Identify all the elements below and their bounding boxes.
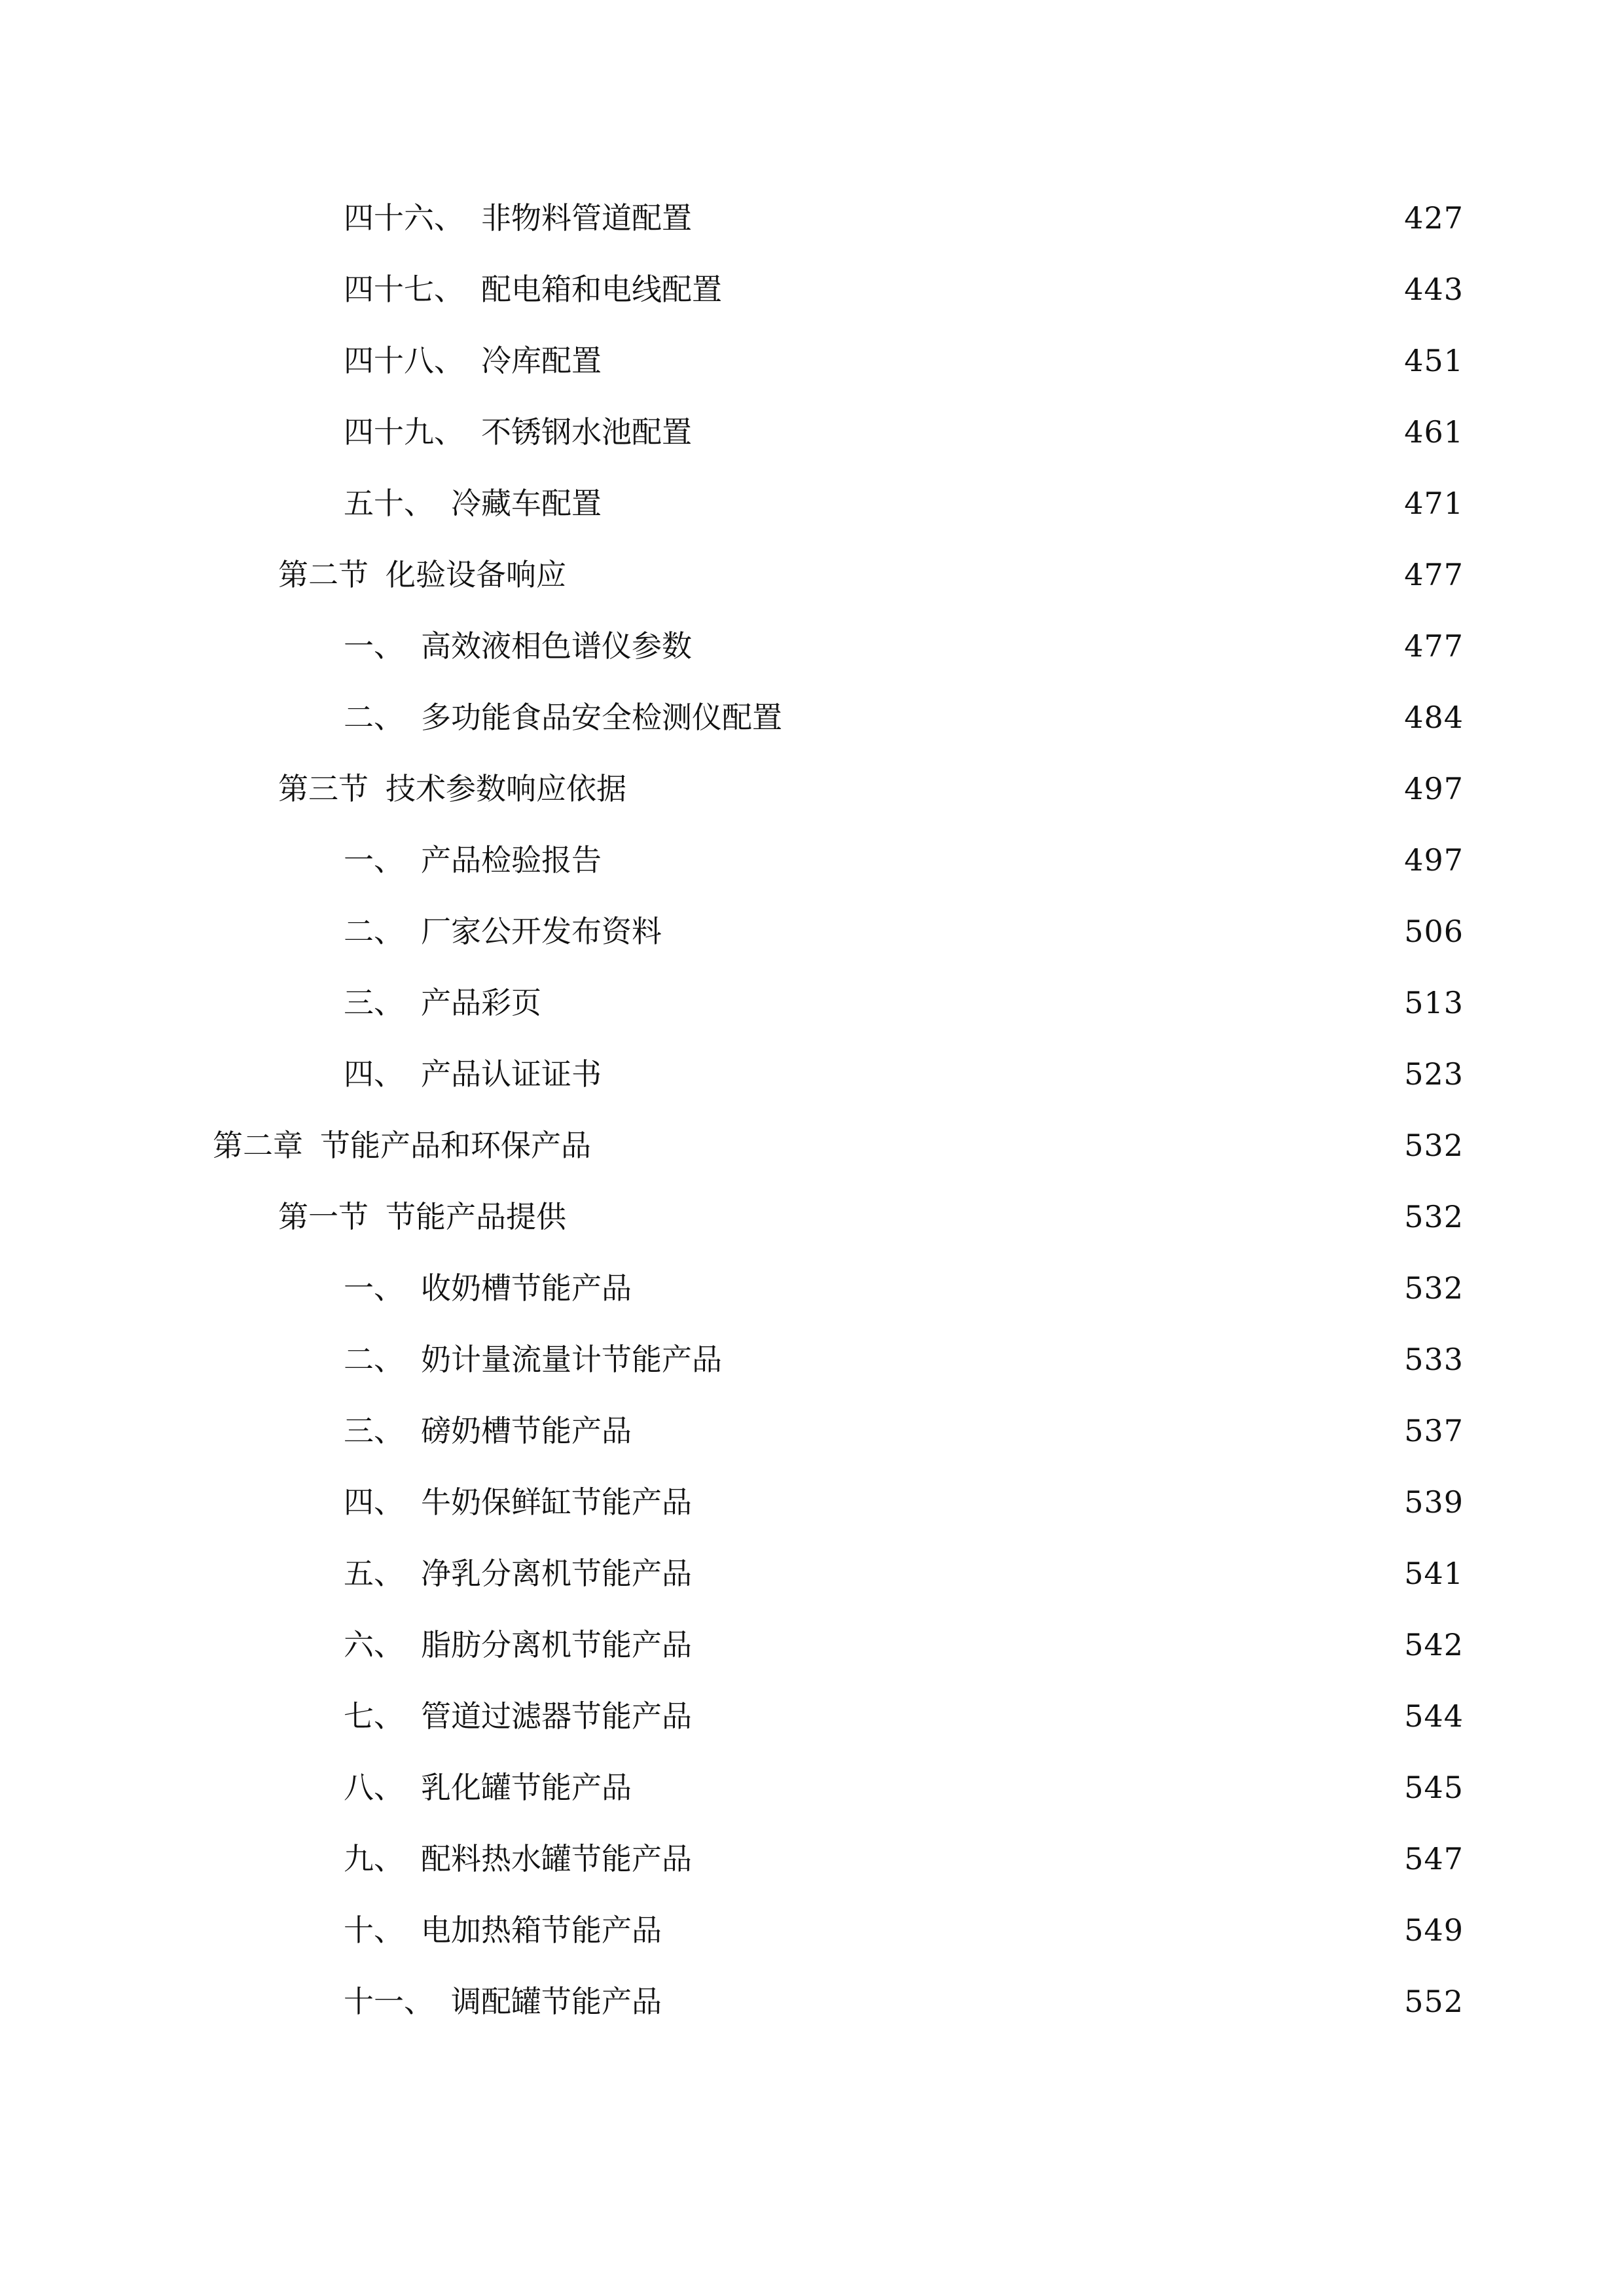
toc-dot-leader <box>700 406 1392 458</box>
toc-entry-title: 产品认证证书 <box>421 1056 602 1092</box>
toc-entry-number: 八、 <box>344 1770 404 1805</box>
toc-entry[interactable] <box>344 834 1464 886</box>
toc-dot-leader <box>640 1761 1392 1814</box>
toc-entry-title: 非物料管道配置 <box>481 200 692 236</box>
toc-page-number: 484 <box>1404 700 1464 735</box>
toc-entry[interactable] <box>344 620 1464 672</box>
toc-dot-leader <box>730 263 1392 315</box>
toc-entry[interactable] <box>344 905 1464 958</box>
toc-dot-leader <box>670 905 1392 958</box>
toc-entry-number: 第一节 <box>278 1199 369 1234</box>
toc-entry[interactable] <box>344 691 1464 744</box>
toc-entry-number: 三、 <box>344 985 404 1020</box>
toc-dot-leader <box>700 1690 1392 1742</box>
toc-entry[interactable] <box>344 1262 1464 1314</box>
toc-entry[interactable] <box>344 1975 1464 2028</box>
toc-entry-title: 不锈钢水池配置 <box>481 414 692 450</box>
toc-entry-number: 一、 <box>344 842 404 878</box>
toc-entry-title: 管道过滤器节能产品 <box>421 1698 692 1734</box>
toc-entry-section[interactable] <box>278 1191 1464 1243</box>
toc-entry-number: 四十八、 <box>344 343 464 378</box>
toc-page-number: 537 <box>1404 1413 1464 1448</box>
toc-dot-leader <box>634 762 1392 815</box>
toc-page-number: 532 <box>1404 1128 1464 1163</box>
toc-entry[interactable] <box>344 1904 1464 1956</box>
toc-entry-number: 第二节 <box>278 557 369 592</box>
toc-entry[interactable] <box>344 1690 1464 1742</box>
toc-page-number: 513 <box>1404 985 1464 1020</box>
toc-entry[interactable] <box>344 1476 1464 1528</box>
toc-dot-leader <box>790 691 1392 744</box>
toc-dot-leader <box>609 477 1392 529</box>
toc-dot-leader <box>640 1405 1392 1457</box>
toc-entry-title: 乳化罐节能产品 <box>421 1770 632 1805</box>
toc-dot-leader <box>700 1619 1392 1671</box>
toc-entry-section[interactable] <box>278 548 1464 601</box>
toc-entry-number: 第二章 <box>213 1128 303 1163</box>
toc-entry-title: 技术参数响应依据 <box>386 771 626 806</box>
toc-entry-number: 四十七、 <box>344 272 464 307</box>
toc-page-number: 532 <box>1404 1199 1464 1234</box>
toc-dot-leader <box>609 334 1392 387</box>
toc-page-number: 532 <box>1404 1270 1464 1306</box>
toc-page-number: 427 <box>1404 200 1464 236</box>
toc-entry-section[interactable] <box>278 762 1464 815</box>
toc-page-number: 477 <box>1404 628 1464 664</box>
toc-page-number: 547 <box>1404 1841 1464 1876</box>
toc-entry[interactable] <box>344 1547 1464 1600</box>
toc-entry-number: 九、 <box>344 1841 404 1876</box>
toc-entry-title: 电加热箱节能产品 <box>421 1912 662 1948</box>
toc-dot-leader <box>700 1547 1392 1600</box>
toc-dot-leader <box>574 1191 1392 1243</box>
toc-entry-title: 高效液相色谱仪参数 <box>421 628 692 664</box>
toc-entry-title: 调配罐节能产品 <box>451 1984 662 2019</box>
toc-entry-title: 配电箱和电线配置 <box>481 272 722 307</box>
toc-page-number: 523 <box>1404 1056 1464 1092</box>
toc-entry-number: 五、 <box>344 1556 404 1591</box>
toc-entry-title: 冷库配置 <box>481 343 602 378</box>
toc-dot-leader <box>700 1476 1392 1528</box>
toc-page-number: 545 <box>1404 1770 1464 1805</box>
toc-entry-number: 二、 <box>344 700 404 735</box>
toc-entry-number: 三、 <box>344 1413 404 1448</box>
toc-entry-number: 一、 <box>344 628 404 664</box>
toc-entry-number: 四十六、 <box>344 200 464 236</box>
toc-page-number: 552 <box>1404 1984 1464 2019</box>
toc-entry-number: 四、 <box>344 1484 404 1520</box>
toc-dot-leader <box>730 1333 1392 1386</box>
toc-dot-leader <box>670 1904 1392 1956</box>
toc-entry-title: 产品彩页 <box>421 985 541 1020</box>
toc-entry-title: 脂肪分离机节能产品 <box>421 1627 692 1662</box>
toc-entry[interactable] <box>344 334 1464 387</box>
toc-dot-leader <box>700 620 1392 672</box>
toc-entry-number: 第三节 <box>278 771 369 806</box>
toc-entry[interactable] <box>344 977 1464 1029</box>
toc-entry-number: 二、 <box>344 1342 404 1377</box>
toc-entry-number: 四、 <box>344 1056 404 1092</box>
toc-page-number: 497 <box>1404 842 1464 878</box>
toc-page-number: 549 <box>1404 1912 1464 1948</box>
toc-page-number: 542 <box>1404 1627 1464 1662</box>
toc-entry-number: 十、 <box>344 1912 404 1948</box>
toc-page-number: 471 <box>1404 486 1464 521</box>
toc-page-number: 506 <box>1404 914 1464 949</box>
toc-page-number: 541 <box>1404 1556 1464 1591</box>
toc-entry[interactable] <box>344 1048 1464 1100</box>
toc-entry[interactable] <box>344 1833 1464 1885</box>
toc-entry-title: 多功能食品安全检测仪配置 <box>421 700 782 735</box>
toc-dot-leader <box>609 834 1392 886</box>
toc-dot-leader <box>599 1119 1392 1172</box>
toc-dot-leader <box>609 1048 1392 1100</box>
toc-entry-title: 节能产品提供 <box>386 1199 566 1234</box>
toc-entry[interactable] <box>344 477 1464 529</box>
toc-page-number: 544 <box>1404 1698 1464 1734</box>
toc-entry-number: 十一、 <box>344 1984 434 2019</box>
toc-entry-title: 收奶槽节能产品 <box>421 1270 632 1306</box>
toc-entry-title: 化验设备响应 <box>386 557 566 592</box>
toc-dot-leader <box>700 192 1392 244</box>
toc-page-number: 461 <box>1404 414 1464 450</box>
toc-entry[interactable] <box>344 1333 1464 1386</box>
toc-entry[interactable] <box>344 192 1464 244</box>
toc-entry-number: 五十、 <box>344 486 434 521</box>
toc-entry-title: 配料热水罐节能产品 <box>421 1841 692 1876</box>
toc-entry[interactable] <box>344 1405 1464 1457</box>
toc-page-number: 533 <box>1404 1342 1464 1377</box>
toc-page-number: 477 <box>1404 557 1464 592</box>
toc-page-number: 539 <box>1404 1484 1464 1520</box>
toc-entry-title: 产品检验报告 <box>421 842 602 878</box>
toc-entry[interactable] <box>344 406 1464 458</box>
toc-entry-title: 厂家公开发布资料 <box>421 914 662 949</box>
toc-entry-title: 牛奶保鲜缸节能产品 <box>421 1484 692 1520</box>
toc-dot-leader <box>670 1975 1392 2028</box>
toc-entry-chapter[interactable] <box>213 1119 1464 1172</box>
toc-entry-title: 冷藏车配置 <box>451 486 602 521</box>
toc-page-number: 497 <box>1404 771 1464 806</box>
toc-entry-title: 节能产品和环保产品 <box>320 1128 591 1163</box>
toc-entry-number: 四十九、 <box>344 414 464 450</box>
toc-entry-number: 七、 <box>344 1698 404 1734</box>
toc-entry[interactable] <box>344 1761 1464 1814</box>
toc-dot-leader <box>574 548 1392 601</box>
toc-entry[interactable] <box>344 1619 1464 1671</box>
toc-dot-leader <box>700 1833 1392 1885</box>
toc-page-number: 443 <box>1404 272 1464 307</box>
toc-entry-title: 磅奶槽节能产品 <box>421 1413 632 1448</box>
toc-entry-title: 奶计量流量计节能产品 <box>421 1342 722 1377</box>
toc-dot-leader <box>640 1262 1392 1314</box>
toc-entry-number: 六、 <box>344 1627 404 1662</box>
toc-page-number: 451 <box>1404 343 1464 378</box>
toc-entry[interactable] <box>344 263 1464 315</box>
toc-dot-leader <box>549 977 1392 1029</box>
toc-entry-number: 二、 <box>344 914 404 949</box>
toc-entry-number: 一、 <box>344 1270 404 1306</box>
toc-entry-title: 净乳分离机节能产品 <box>421 1556 692 1591</box>
